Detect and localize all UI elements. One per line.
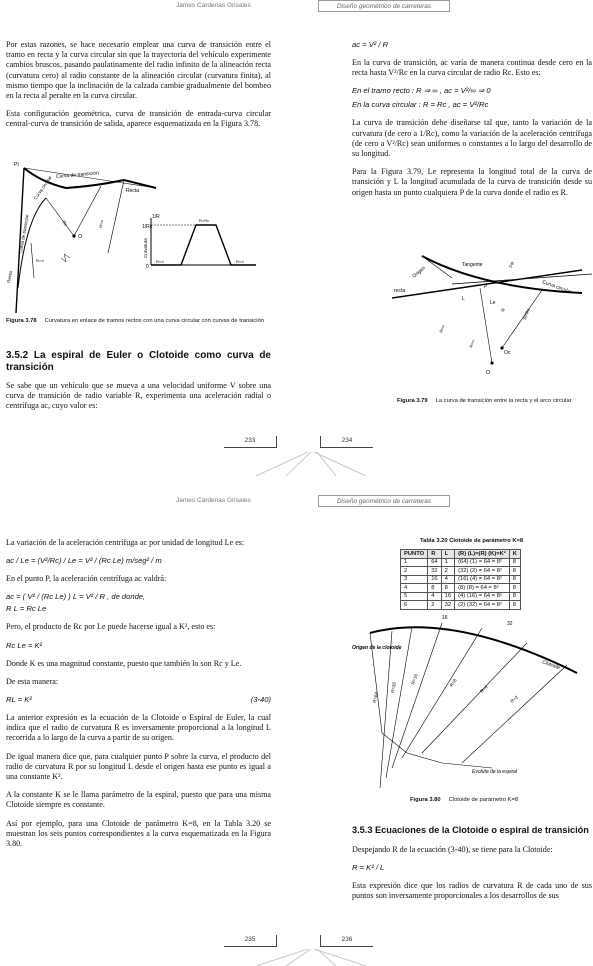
figure-3-80 xyxy=(352,613,592,793)
table-cell: 16 xyxy=(441,592,454,601)
equation: En el tramo recto : R ⇒ ∞ , ac = V²/∞ ⇒ 0 xyxy=(352,86,491,96)
equation: Rc Le = K² xyxy=(6,640,43,650)
fig78-center xyxy=(72,234,75,237)
parameter-table xyxy=(400,549,521,610)
fig-label: 32 xyxy=(507,621,513,627)
fig-label: R=∞ xyxy=(156,259,165,264)
table-cell: 8 xyxy=(441,584,454,593)
paragraph: La variación de la aceleración centrífuga ac por unidad de longitud Le es: xyxy=(6,538,245,547)
road-decoration xyxy=(226,452,396,476)
caption-text: Clotoide de parámetro K=8 xyxy=(448,797,519,803)
page-number-233: 233 xyxy=(224,436,277,448)
fig-label: Curva circular xyxy=(541,279,573,296)
header-title: Diseño geométrico de carreteras xyxy=(318,0,450,12)
table-row xyxy=(401,584,521,593)
paragraph: Esta expresión dice que los radios de curvatura R de cada uno de sus puntos son inversamente proporcionales a los desarrollos de sus xyxy=(352,880,592,900)
table-row xyxy=(401,601,521,610)
paragraph: Despejando R de la ecuación (3-40), se tiene para la Clotoide: xyxy=(352,844,553,854)
fig-label: R=∞ xyxy=(98,219,105,229)
fig-label: R=4 xyxy=(479,684,489,694)
column-header: (R) (L)=(R) (K)=K² xyxy=(455,550,510,559)
fig78-radius xyxy=(46,198,74,236)
figure-3-78-caption xyxy=(6,318,271,325)
page-233-text xyxy=(6,40,271,138)
paragraph: Así por ejemplo, para una Clotoide de parámetro K=8, en la Tabla 3.20 se muestran los seis puntos correspondientes a la curva esquematizada en la Figura 3.80. xyxy=(6,818,271,849)
equation: R L = Rc Le xyxy=(6,604,47,614)
fig-label: R=2 xyxy=(509,694,520,704)
running-header xyxy=(0,0,593,14)
table-cell: 32 xyxy=(428,567,441,576)
fig-label: Curva circular xyxy=(32,174,53,201)
figure-3-80-caption xyxy=(410,797,518,804)
equation: ac = V² / R xyxy=(352,40,389,49)
fig-label: Oc xyxy=(504,350,511,356)
caption-text: Curvatura en enlace de tramos rectos con una curva circular con curvas de transición xyxy=(44,318,265,324)
fig-label: R=16 xyxy=(410,673,419,686)
page-number-234: 234 xyxy=(320,436,373,448)
fig-label: Evoluta de la espiral xyxy=(472,769,518,775)
table-row xyxy=(401,575,521,584)
paragraph: Por estas razones, se hace necesario emplear una curva de transición entre el tramo en recta y la curva circular sin que la trayectoria del vehículo experimente cambios bruscos, pasando paulatinamente del radio infinito de la alineación recta (curvatura cero) al radio constante de la alineación circular (curvatura finita), al mismo tiempo que la inclinación de la calzada cambie gradualmente del bombeo en la recta al peralte en la curva circular. xyxy=(6,40,271,101)
fig-label: R=32 xyxy=(390,681,397,694)
fig-label: L xyxy=(462,296,465,302)
table-cell: 32 xyxy=(441,601,454,610)
table-cell: 16 xyxy=(428,575,441,584)
page-233-section xyxy=(6,350,271,420)
fig79-center xyxy=(490,361,493,364)
equation-3-40 xyxy=(6,695,271,705)
paragraph: Donde K es una magnitud constante, puesto que también lo son Rc y Le. xyxy=(6,658,242,668)
caption-label: Figura 3.78 xyxy=(6,318,37,324)
fig-label: Rc xyxy=(61,219,69,228)
section-title: 3.5.3 Ecuaciones de la Clotoide o espiral de transición xyxy=(352,825,589,835)
page-number-236: 236 xyxy=(320,935,373,947)
table-row xyxy=(401,558,521,567)
paragraph: La curva de transición debe diseñarse tal que, tanto la variación de la curvatura (de cero a 1/Rc), como la variación de la aceleración centrífuga (de cero a V²/Rc) sean uniformes o constantes a lo largo del desarrollo de su longitud. xyxy=(352,118,592,159)
fig-label: Curvatura xyxy=(143,238,148,258)
header-title: Diseño geométrico de carreteras xyxy=(318,495,450,507)
table-3-20 xyxy=(400,538,523,610)
header-author: James Cárdenas Grisales xyxy=(176,2,251,9)
fig-label: Origen xyxy=(411,265,427,280)
table-cell: 4 xyxy=(401,584,428,593)
table-cell: 8 xyxy=(509,567,520,576)
paragraph: De igual manera dice que, para cualquier punto P sobre la curva, el producto del radio de curvatura R por su longitud L desde el origen hasta ese punto es igual a una constante K². xyxy=(6,751,271,782)
fig-label: O xyxy=(78,234,82,240)
fig-label: Recta xyxy=(6,270,14,284)
table-cell: (2) (32) = 64 = 8² xyxy=(455,601,510,610)
table-row xyxy=(401,592,521,601)
table-cell: 3 xyxy=(401,575,428,584)
paragraph: Para la Figura 3.79, Le representa la longitud total de la curva de transición y L la longitud acumulada de la curva de transición desde su origen hasta un punto cualquiera P de la curva donde el radio es R. xyxy=(352,167,592,197)
fig-label: Le xyxy=(490,300,496,306)
page-number-235: 235 xyxy=(224,935,277,947)
paragraph: En la curva de transición, ac varía de manera continua desde cero en la recta hasta V²/Rc en la curva circular de radio Rc. Esto es: xyxy=(352,58,592,78)
fig-label: Origen de la clotoide xyxy=(352,645,402,651)
table-cell: 8 xyxy=(509,584,520,593)
fig-label: Curva de transición xyxy=(18,214,30,254)
table-cell: (64) (1) = 64 = 8² xyxy=(455,558,510,567)
page-spread-235-236 xyxy=(0,483,593,966)
fig-label: recta xyxy=(394,288,406,294)
column-header: R xyxy=(428,550,441,559)
fig78-radius xyxy=(74,186,101,236)
fig78-break xyxy=(61,254,70,262)
table-cell: 4 xyxy=(441,575,454,584)
table-row xyxy=(401,567,521,576)
paragraph: A la constante K se le llama parámetro de la espiral, puesto que para una misma Clotoide siempre es constante. xyxy=(6,790,271,810)
caption-text: La curva de transición entre la recta y el arco circular xyxy=(435,398,572,404)
figure-3-79-caption xyxy=(397,398,593,405)
fig-label: Curva de transición xyxy=(55,170,100,180)
table-cell: 5 xyxy=(401,592,428,601)
table-cell: (4) (16) = 64 = 8² xyxy=(455,592,510,601)
paragraph: Pero, el producto de Rc por Le puede hacerse igual a K², esto es: xyxy=(6,622,216,632)
table-cell: (16) (4) = 64 = 8² xyxy=(455,575,510,584)
paragraph: Esta configuración geométrica, curva de transición de entrada-curva circular central-curva de transición de salida, aparece esquematizada en la Figura 3.78. xyxy=(6,109,271,129)
equation: En la curva circular : R = Rc , ac = V²/Rc xyxy=(352,100,489,110)
page-236-text xyxy=(352,825,592,909)
table-cell: 6 xyxy=(401,601,428,610)
equation: ac = ( V² / (Rc Le) ) L = V² / R , de donde, xyxy=(6,592,146,602)
fig80-radius xyxy=(380,631,392,788)
equation-number: (3-40) xyxy=(250,695,271,705)
fig78-radius xyxy=(108,180,124,253)
table-cell: (8) (8) = 64 = 8² xyxy=(455,584,510,593)
table-cell: 8 xyxy=(509,592,520,601)
page-234-text xyxy=(352,40,592,206)
column-header: PUNTO xyxy=(401,550,428,559)
table-cell: (32) (2) = 64 = 8² xyxy=(455,567,510,576)
header-author: James Cárdenas Grisales xyxy=(176,497,251,504)
caption-label: Figura 3.79 xyxy=(397,398,428,404)
fig-label: PI xyxy=(14,162,19,168)
table-cell: 1 xyxy=(441,558,454,567)
paragraph: De esta manera: xyxy=(6,676,59,686)
fig-label: Tangente xyxy=(462,262,483,268)
caption-label: Figura 3.80 xyxy=(410,797,441,803)
equation: ac / Le = (V²/Rc) / Le = V² / (Rc Le) m/seg² / m xyxy=(6,556,162,566)
fig-label: R=∞ xyxy=(438,324,446,334)
table-cell: 8 xyxy=(509,575,520,584)
table-cell: 1 xyxy=(401,558,428,567)
table-header-row xyxy=(401,550,521,559)
table-title: Tabla 3.20 Clotoide de parámetro K=8 xyxy=(420,538,524,544)
paragraph: Se sabe que un vehículo que se mueva a una velocidad uniforme V sobre una curva de transición de radio variable R, experimenta una aceleración radial o centrífuga ac, cuyo valor es: xyxy=(6,381,271,411)
fig-label: 1/R xyxy=(152,214,160,220)
paragraph: En el punto P, la aceleración centrífuga ac valdrá: xyxy=(6,574,167,584)
fig-label: R=∞ xyxy=(236,259,245,264)
section-title: 3.5.2 La espiral de Euler o Clotoide como curva de transición xyxy=(6,350,271,373)
fig80-radius xyxy=(462,665,567,763)
fig-label: R=Rc xyxy=(522,307,531,321)
road-decoration xyxy=(226,949,396,966)
table-cell: 2 xyxy=(401,567,428,576)
table-cell: 8 xyxy=(428,584,441,593)
fig-label: Clotoide xyxy=(541,659,561,672)
fig-label: Recta xyxy=(126,188,140,194)
column-header: L xyxy=(441,550,454,559)
figure-3-78 xyxy=(6,158,272,314)
fig78-radius xyxy=(31,243,34,278)
page-235-text xyxy=(6,538,271,857)
fig-label: R xyxy=(500,307,507,313)
table-cell: 2 xyxy=(441,567,454,576)
fig-label: R=∞ xyxy=(36,258,45,263)
fig80-radius xyxy=(402,628,482,758)
table-cell: 8 xyxy=(509,558,520,567)
fig-label: R=Rc xyxy=(199,218,210,223)
fig-label: 1/Rc xyxy=(142,224,153,230)
table-cell: 8 xyxy=(509,601,520,610)
fig-label: O xyxy=(486,370,490,376)
fig-label: R=8 xyxy=(448,677,458,688)
figure-3-79 xyxy=(392,248,592,398)
table-cell: 4 xyxy=(428,592,441,601)
column-header: K xyxy=(509,550,520,559)
table-cell: 64 xyxy=(428,558,441,567)
equation: RL = K² xyxy=(6,695,32,705)
fig80-evoluta xyxy=(370,633,492,768)
fig-label: R=64 xyxy=(372,691,379,704)
fig-label: Fin xyxy=(508,260,516,269)
running-header xyxy=(0,495,593,509)
fig-label: 0 xyxy=(146,264,149,270)
equation: R = K² / L xyxy=(352,862,385,872)
fig-label: R=∞ xyxy=(468,339,476,349)
paragraph: La anterior expresión es la ecuación de la Clotoide o Espiral de Euler, la cual indica que el radio de curvatura R es inversamente proporcional a la longitud L recorrida a lo largo de la curva a partir de su origen. xyxy=(6,713,271,743)
table-cell: 2 xyxy=(428,601,441,610)
fig-label: P xyxy=(484,284,488,290)
fig-label: 16 xyxy=(442,615,448,621)
